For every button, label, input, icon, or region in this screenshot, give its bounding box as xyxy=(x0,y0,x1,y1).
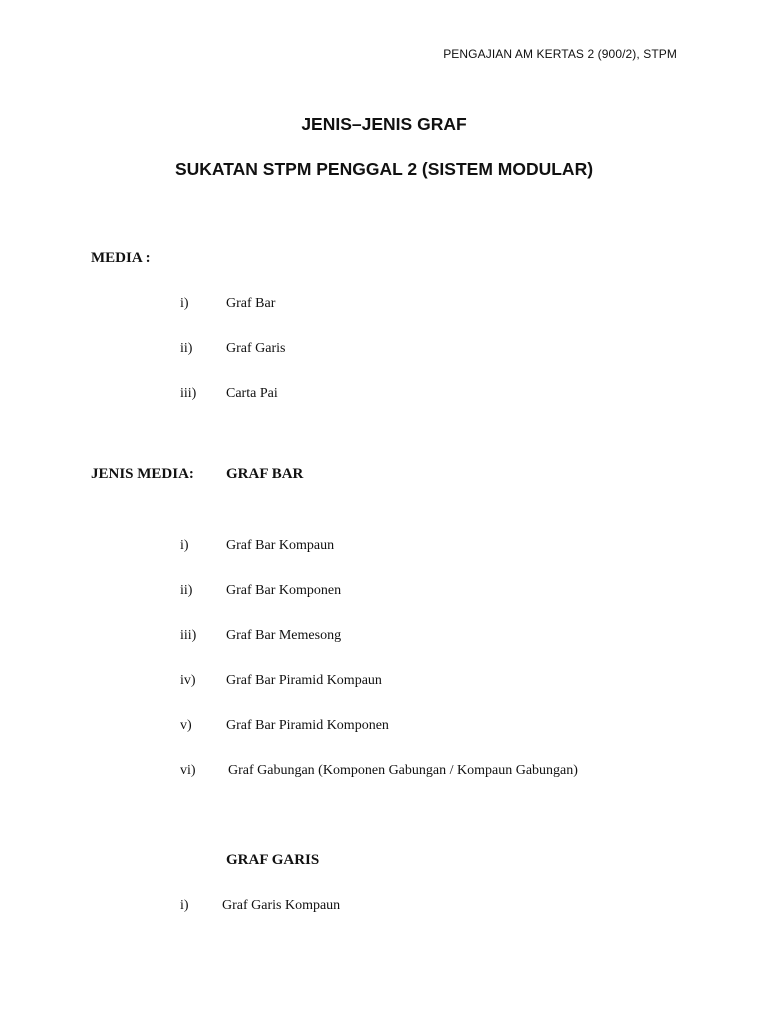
graf-bar-heading: GRAF BAR xyxy=(226,466,304,482)
list-item xyxy=(180,296,275,312)
list-item-text: Graf Bar Kompaun xyxy=(226,538,335,553)
list-item-text: Graf Bar Piramid Kompaun xyxy=(226,673,382,688)
page-title: JENIS–JENIS GRAF xyxy=(301,114,467,134)
list-item-number: iv) xyxy=(180,673,196,688)
list-item-number: i) xyxy=(180,898,189,913)
list-item-text: Graf Bar Memesong xyxy=(226,628,342,643)
list-item xyxy=(180,763,578,779)
list-item xyxy=(180,718,389,734)
list-item-number: ii) xyxy=(180,341,193,356)
page-subtitle: SUKATAN STPM PENGGAL 2 (SISTEM MODULAR) xyxy=(174,159,594,179)
graf-garis-heading: GRAF GARIS xyxy=(226,852,320,868)
list-item-text: Graf Bar Komponen xyxy=(226,583,342,598)
list-item-text: Graf Garis Kompaun xyxy=(222,898,341,913)
list-item-text: Carta Pai xyxy=(226,386,278,401)
list-item xyxy=(180,628,341,644)
list-item xyxy=(180,386,278,402)
list-item xyxy=(180,538,334,554)
list-item-text: Graf Garis xyxy=(226,341,286,356)
list-item-text: Graf Bar xyxy=(226,296,276,311)
list-item xyxy=(180,898,340,914)
jenis-media-label: JENIS MEDIA: xyxy=(91,466,194,482)
list-item-number: i) xyxy=(180,296,189,311)
list-item-text: Graf Gabungan (Komponen Gabungan / Kompaun Gabungan) xyxy=(228,763,578,778)
list-item-text: Graf Bar Piramid Komponen xyxy=(226,718,389,733)
list-item-number: v) xyxy=(180,718,192,733)
list-item-number: iii) xyxy=(180,628,197,643)
list-item-number: i) xyxy=(180,538,189,553)
media-label: MEDIA : xyxy=(91,250,151,266)
list-item xyxy=(180,341,285,357)
running-header: PENGAJIAN AM KERTAS 2 (900/2), STPM xyxy=(443,47,677,61)
list-item xyxy=(180,673,382,689)
list-item xyxy=(180,583,341,599)
list-item-number: vi) xyxy=(180,763,196,778)
list-item-number: ii) xyxy=(180,583,193,598)
list-item-number: iii) xyxy=(180,386,197,401)
